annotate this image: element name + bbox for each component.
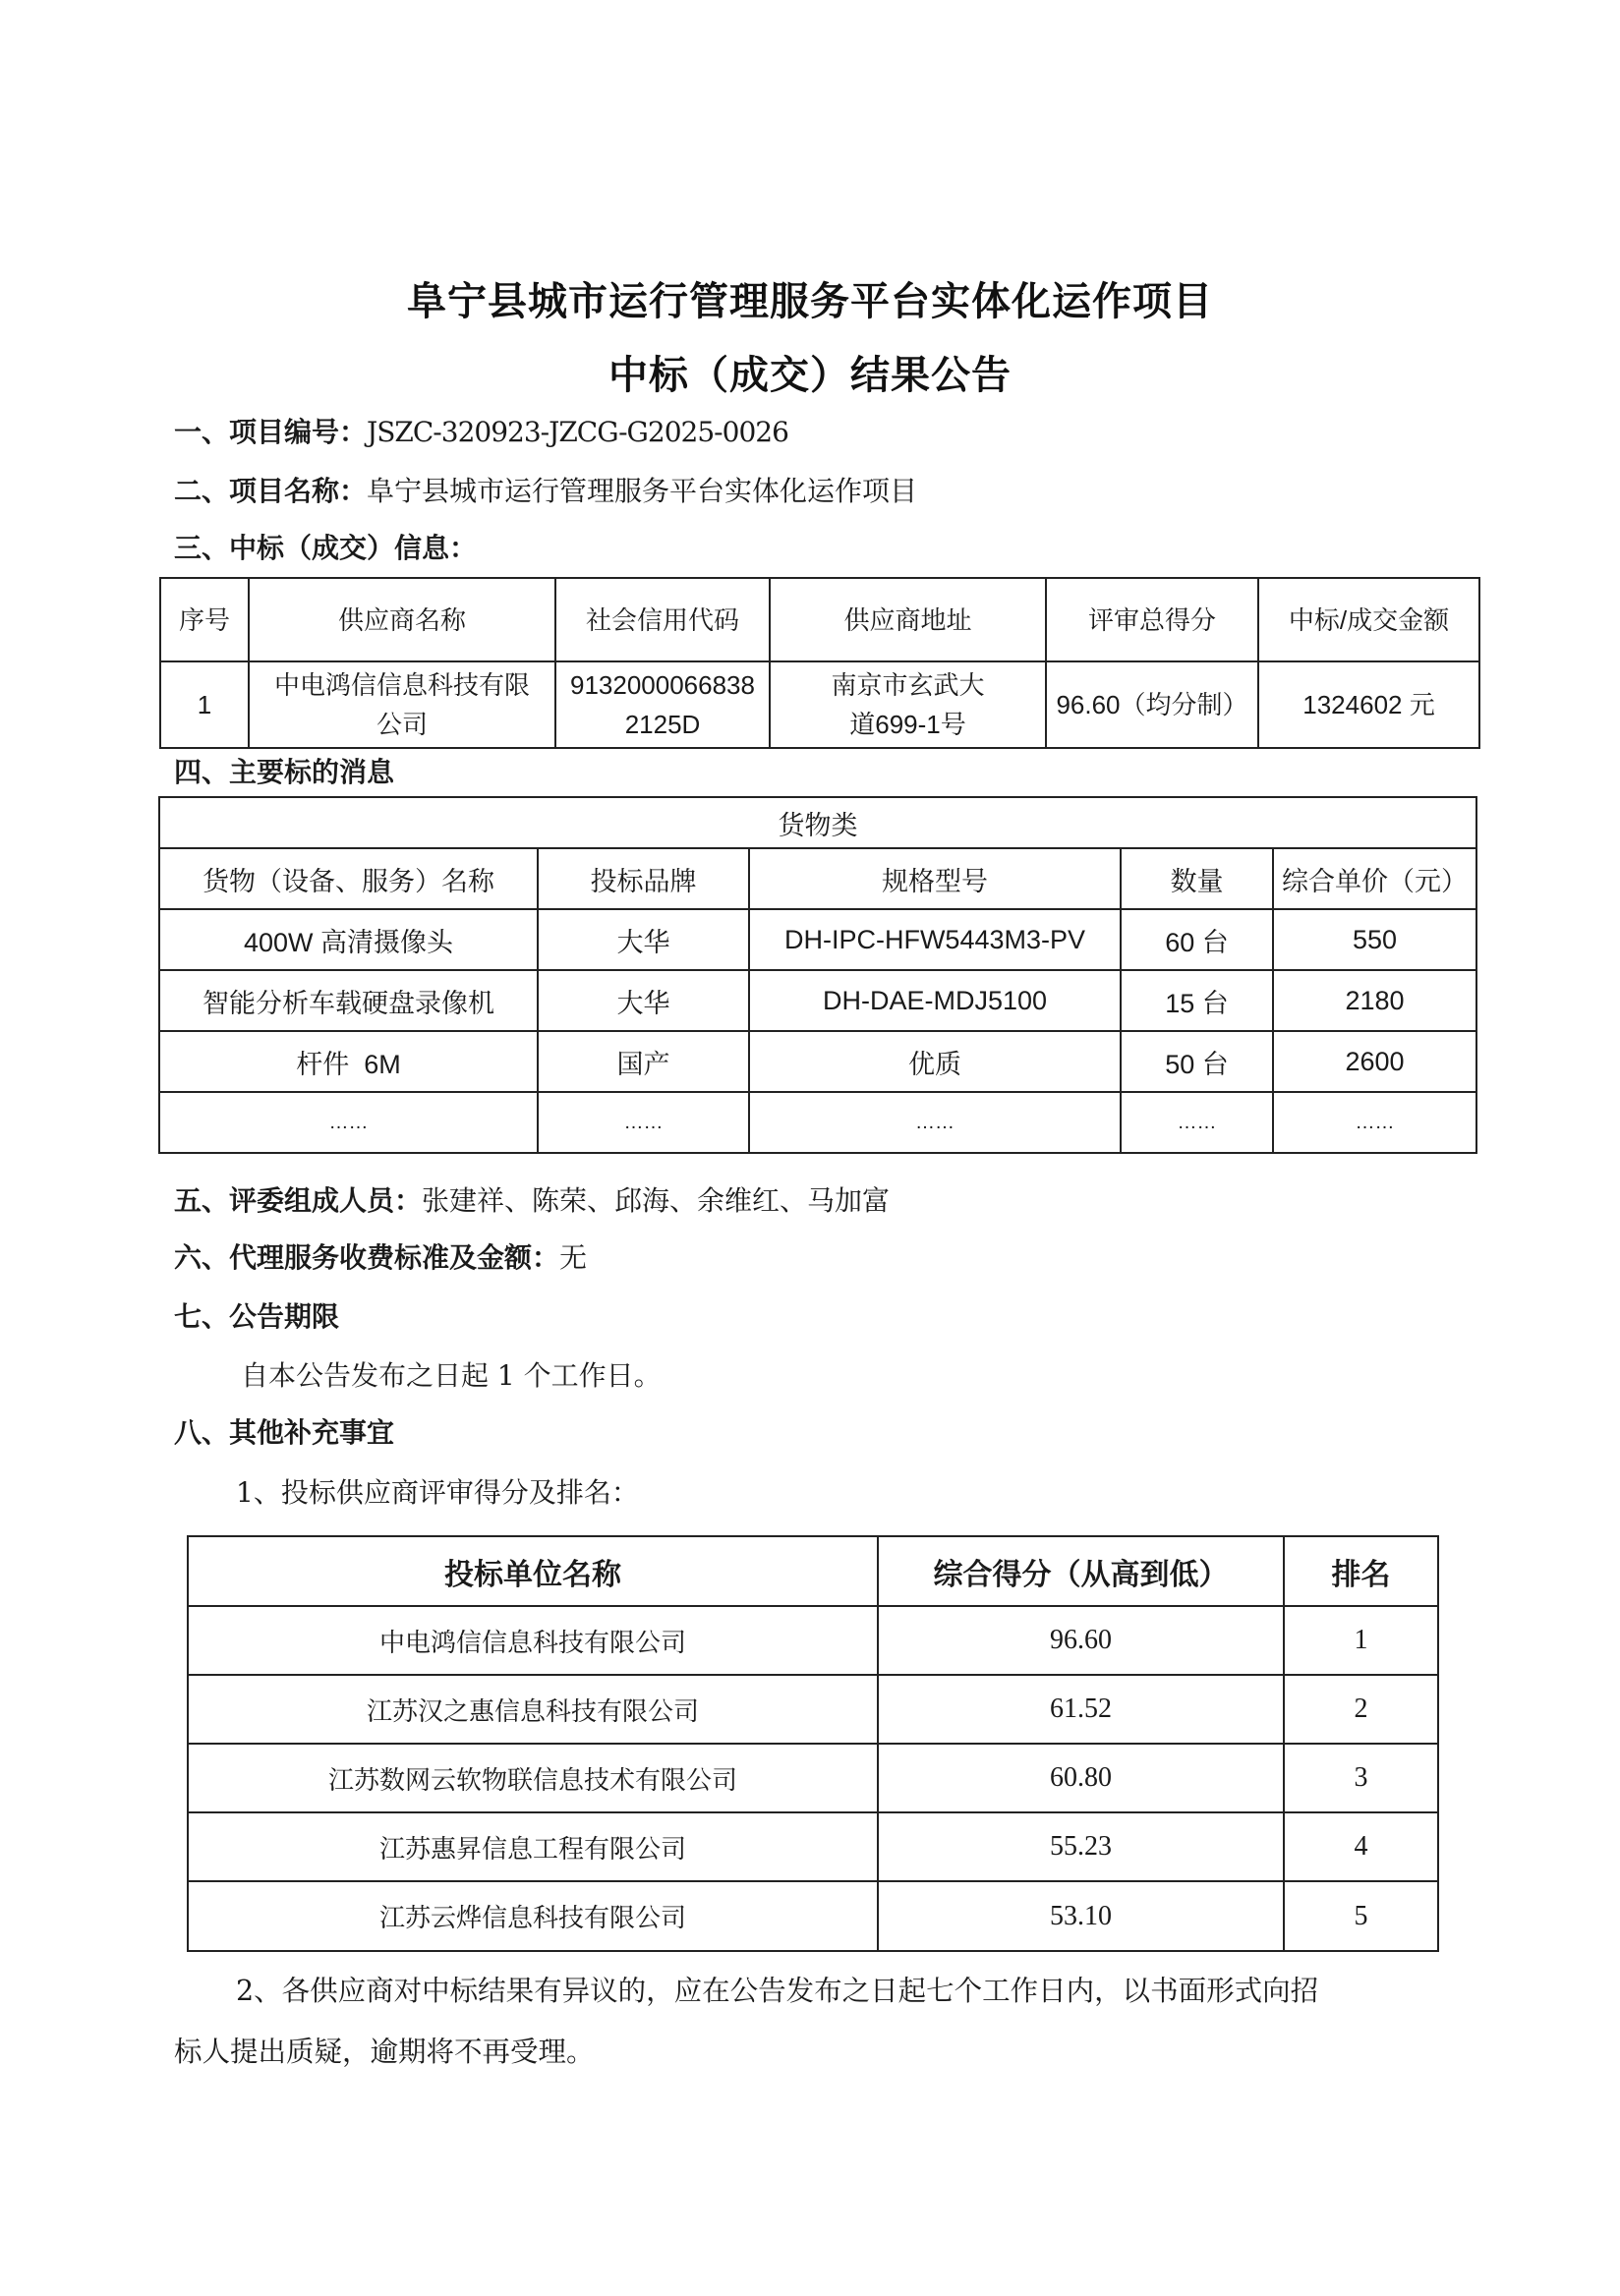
award-table <box>159 577 1480 749</box>
total-score: 96.60（均分制） <box>1046 661 1258 748</box>
committee-members: 张建祥、陈荣、邱海、余维红、马加富 <box>422 1184 891 1217</box>
table-row <box>188 1881 1438 1951</box>
section-label: 八、其他补充事宜 <box>174 1416 395 1449</box>
table-row-ellipsis <box>159 1092 1476 1153</box>
bidder-name: 江苏惠昇信息工程有限公司 <box>188 1812 878 1881</box>
header-cell: 社会信用代码 <box>555 578 770 661</box>
section-label: 七、公告期限 <box>174 1300 340 1333</box>
header-cell: 评审总得分 <box>1046 578 1258 661</box>
project-name: 阜宁县城市运行管理服务平台实体化运作项目 <box>367 475 918 507</box>
goods-model: 优质 <box>749 1031 1121 1092</box>
goods-brand: 大华 <box>538 970 749 1031</box>
ranking-intro: 1、投标供应商评审得分及排名： <box>236 1476 639 1509</box>
award-amount: 1324602 元 <box>1258 661 1479 748</box>
goods-category: 货物类 <box>159 797 1476 848</box>
table-row <box>188 1812 1438 1881</box>
header-cell: 序号 <box>160 578 249 661</box>
supplier-name: 中电鸿信信息科技有限公司 <box>249 661 555 748</box>
header-cell: 投标单位名称 <box>188 1536 878 1606</box>
bidder-score: 60.80 <box>878 1744 1284 1812</box>
goods-quantity: 15 台 <box>1121 970 1273 1031</box>
header-cell: 供应商名称 <box>249 578 555 661</box>
header-cell: 综合单价（元） <box>1273 848 1476 909</box>
table-header-row <box>188 1536 1438 1606</box>
bidder-rank: 3 <box>1284 1744 1438 1812</box>
section-label: 六、代理服务收费标准及金额： <box>174 1241 560 1274</box>
supplier-address: 南京市玄武大道699-1号 <box>770 661 1046 748</box>
header-cell: 数量 <box>1121 848 1273 909</box>
bidder-score: 55.23 <box>878 1812 1284 1881</box>
goods-quantity: …… <box>1121 1092 1273 1153</box>
goods-quantity: 50 台 <box>1121 1031 1273 1092</box>
goods-model: DH-DAE-MDJ5100 <box>749 970 1121 1031</box>
goods-brand: …… <box>538 1092 749 1153</box>
section-main-items <box>174 751 394 790</box>
goods-unit-price: 2180 <box>1273 970 1476 1031</box>
project-number: JSZC-320923-JZCG-G2025-0026 <box>367 416 788 448</box>
goods-quantity: 60 台 <box>1121 909 1273 970</box>
bidder-rank: 5 <box>1284 1881 1438 1951</box>
goods-unit-price: …… <box>1273 1092 1476 1153</box>
section-label: 三、中标（成交）信息： <box>174 532 478 564</box>
bidder-rank: 4 <box>1284 1812 1438 1881</box>
header-cell: 排名 <box>1284 1536 1438 1606</box>
section-label: 五、评委组成人员： <box>174 1184 423 1217</box>
bidder-name: 江苏云烨信息科技有限公司 <box>188 1881 878 1951</box>
section-project-number <box>174 411 788 450</box>
bidder-score: 61.52 <box>878 1675 1284 1744</box>
goods-unit-price: 550 <box>1273 909 1476 970</box>
section-other-matters <box>174 1411 394 1451</box>
goods-name: 智能分析车载硬盘录像机 <box>159 970 538 1031</box>
header-cell: 投标品牌 <box>538 848 749 909</box>
section-notice-period <box>174 1295 339 1335</box>
bidder-name: 中电鸿信信息科技有限公司 <box>188 1606 878 1675</box>
goods-table <box>158 796 1477 1154</box>
header-cell: 规格型号 <box>749 848 1121 909</box>
objection-notice-line1: 2、各供应商对中标结果有异议的，应在公告发布之日起七个工作日内，以书面形式向招 <box>236 1975 1319 2007</box>
goods-name: …… <box>159 1092 538 1153</box>
header-cell: 综合得分（从高到低） <box>878 1536 1284 1606</box>
table-row <box>160 661 1479 748</box>
goods-name: 杆件 6M <box>159 1031 538 1092</box>
table-row <box>188 1675 1438 1744</box>
bidder-name: 江苏汉之惠信息科技有限公司 <box>188 1675 878 1744</box>
header-cell: 货物（设备、服务）名称 <box>159 848 538 909</box>
bidder-score: 53.10 <box>878 1881 1284 1951</box>
table-row <box>159 909 1476 970</box>
section-label: 一、项目编号： <box>174 416 368 448</box>
table-row <box>159 970 1476 1031</box>
table-header-row <box>160 578 1479 661</box>
objection-notice-line2: 标人提出质疑，逾期将不再受理。 <box>174 2036 595 2068</box>
table-row <box>188 1744 1438 1812</box>
notice-period-text: 自本公告发布之日起 1 个工作日。 <box>241 1359 662 1392</box>
bidder-rank: 2 <box>1284 1675 1438 1744</box>
row-number: 1 <box>160 661 249 748</box>
section-label: 二、项目名称： <box>174 475 368 507</box>
goods-brand: 国产 <box>538 1031 749 1092</box>
goods-model: DH-IPC-HFW5443M3-PV <box>749 909 1121 970</box>
section-award-info <box>174 527 477 566</box>
bidder-rank: 1 <box>1284 1606 1438 1675</box>
ranking-table <box>187 1535 1439 1952</box>
goods-unit-price: 2600 <box>1273 1031 1476 1092</box>
section-label: 四、主要标的消息 <box>174 756 395 788</box>
goods-name: 400W 高清摄像头 <box>159 909 538 970</box>
table-row <box>188 1606 1438 1675</box>
header-cell: 中标/成交金额 <box>1258 578 1479 661</box>
bidder-name: 江苏数网云软物联信息技术有限公司 <box>188 1744 878 1812</box>
header-cell: 供应商地址 <box>770 578 1046 661</box>
credit-code: 91320000668382125D <box>555 661 770 748</box>
bidder-score: 96.60 <box>878 1606 1284 1675</box>
section-committee <box>174 1179 890 1219</box>
goods-brand: 大华 <box>538 909 749 970</box>
table-row <box>159 1031 1476 1092</box>
goods-model: …… <box>749 1092 1121 1153</box>
goods-category-row <box>159 797 1476 848</box>
document-title: 阜宁县城市运行管理服务平台实体化运作项目 <box>407 279 1213 324</box>
document-subtitle: 中标（成交）结果公告 <box>608 353 1012 398</box>
table-header-row <box>159 848 1476 909</box>
section-agency-fee <box>174 1236 587 1276</box>
agency-fee: 无 <box>559 1241 588 1274</box>
section-project-name <box>174 470 917 509</box>
